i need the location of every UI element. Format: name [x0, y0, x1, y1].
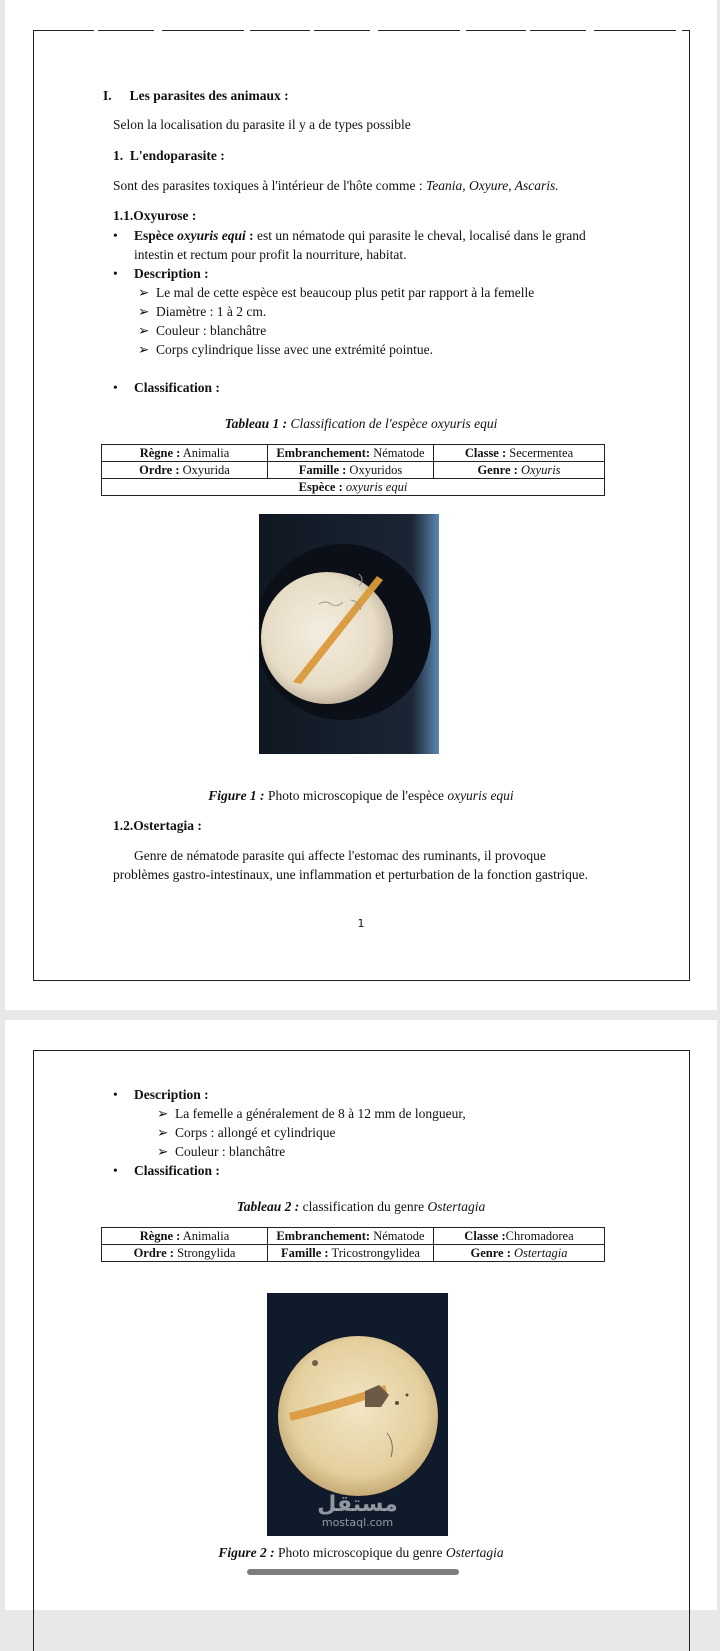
- espece-line2: intestin et rectum pour profit la nourriture, habitat.: [134, 247, 407, 262]
- desc-item: ➢ La femelle a généralement de 8 à 12 mm de longueur,: [157, 1106, 466, 1121]
- section-heading: I. Les parasites des animaux :: [103, 88, 289, 103]
- figure-1-caption: Figure 1 : Photo microscopique de l'espèce oxyuris equi: [208, 788, 514, 803]
- desc-item: ➢ Couleur : blanchâtre: [157, 1144, 286, 1159]
- arrowhead-icon: ➢: [157, 1106, 169, 1121]
- desc-item: ➢ Corps : allongé et cylindrique: [157, 1125, 336, 1140]
- bullet-icon: •: [113, 266, 118, 281]
- desc-item: ➢ Couleur : blanchâtre: [138, 323, 267, 338]
- page-1-border: [33, 30, 690, 981]
- bullet-icon: •: [113, 1163, 118, 1178]
- table-2: Règne : Animalia Embranchement: Nématode Classe :Chromadorea Ordre : Strongylida Famille : Tricostrongylidea Genre : Ostertagia: [101, 1227, 605, 1262]
- page-2: [5, 1020, 717, 1610]
- desc-item: ➢ Diamètre : 1 à 2 cm.: [138, 304, 267, 319]
- watermark: مستقل mostaql.com: [317, 1492, 398, 1529]
- microscope-photo-2: [267, 1293, 448, 1536]
- espece-bullet: • Espèce oxyuris equi : est un nématode qui parasite le cheval, localisé dans le grand: [113, 228, 586, 243]
- home-indicator[interactable]: [247, 1569, 459, 1575]
- subsection-heading: 1. L'endoparasite :: [113, 148, 225, 163]
- arrowhead-icon: ➢: [157, 1125, 169, 1140]
- description-bullet: • Description :: [113, 266, 209, 281]
- ostertagia-line2: problèmes gastro-intestinaux, une inflammation et perturbation de la fonction gastrique.: [113, 867, 588, 882]
- description-bullet: • Description :: [113, 1087, 209, 1102]
- bullet-icon: •: [113, 1087, 118, 1102]
- page-1: [5, 0, 717, 1010]
- table-1: Règne : Animalia Embranchement: Nématode Classe : Secermentea Ordre : Oxyurida Famille : Oxyuridos Genre : Oxyuris Espèce : oxyuris equi: [101, 444, 605, 496]
- classification-bullet: • Classification :: [113, 1163, 220, 1178]
- desc-item: ➢ Corps cylindrique lisse avec une extrémité pointue.: [138, 342, 434, 357]
- arrowhead-icon: ➢: [138, 304, 150, 319]
- figure-2-caption: Figure 2 : Photo microscopique du genre Ostertagia: [218, 1545, 504, 1560]
- page-number: 1: [357, 917, 365, 930]
- ostertagia-line1: Genre de nématode parasite qui affecte l'estomac des ruminants, il provoque: [134, 848, 546, 863]
- oxyurose-heading: 1.1.Oxyurose :: [113, 208, 197, 223]
- endo-text: Sont des parasites toxiques à l'intérieur de l'hôte comme : Teania, Oxyure, Ascaris.: [113, 178, 559, 193]
- desc-item: ➢ Le mal de cette espèce est beaucoup plus petit par rapport à la femelle: [138, 285, 535, 300]
- arrowhead-icon: ➢: [138, 285, 150, 300]
- arrowhead-icon: ➢: [157, 1144, 169, 1159]
- table-2-caption: Tableau 2 : classification du genre Ostertagia: [236, 1199, 486, 1214]
- intro-text: Selon la localisation du parasite il y a de types possible: [113, 117, 411, 132]
- classification-bullet: • Classification :: [113, 380, 220, 395]
- ostertagia-heading: 1.2.Ostertagia :: [113, 818, 202, 833]
- bullet-icon: •: [113, 380, 118, 395]
- microscope-photo-1: [259, 514, 439, 754]
- arrowhead-icon: ➢: [138, 323, 150, 338]
- table-1-caption: Tableau 1 : Classification de l'espèce oxyuris equi: [224, 416, 498, 431]
- arrowhead-icon: ➢: [138, 342, 150, 357]
- bullet-icon: •: [113, 228, 118, 243]
